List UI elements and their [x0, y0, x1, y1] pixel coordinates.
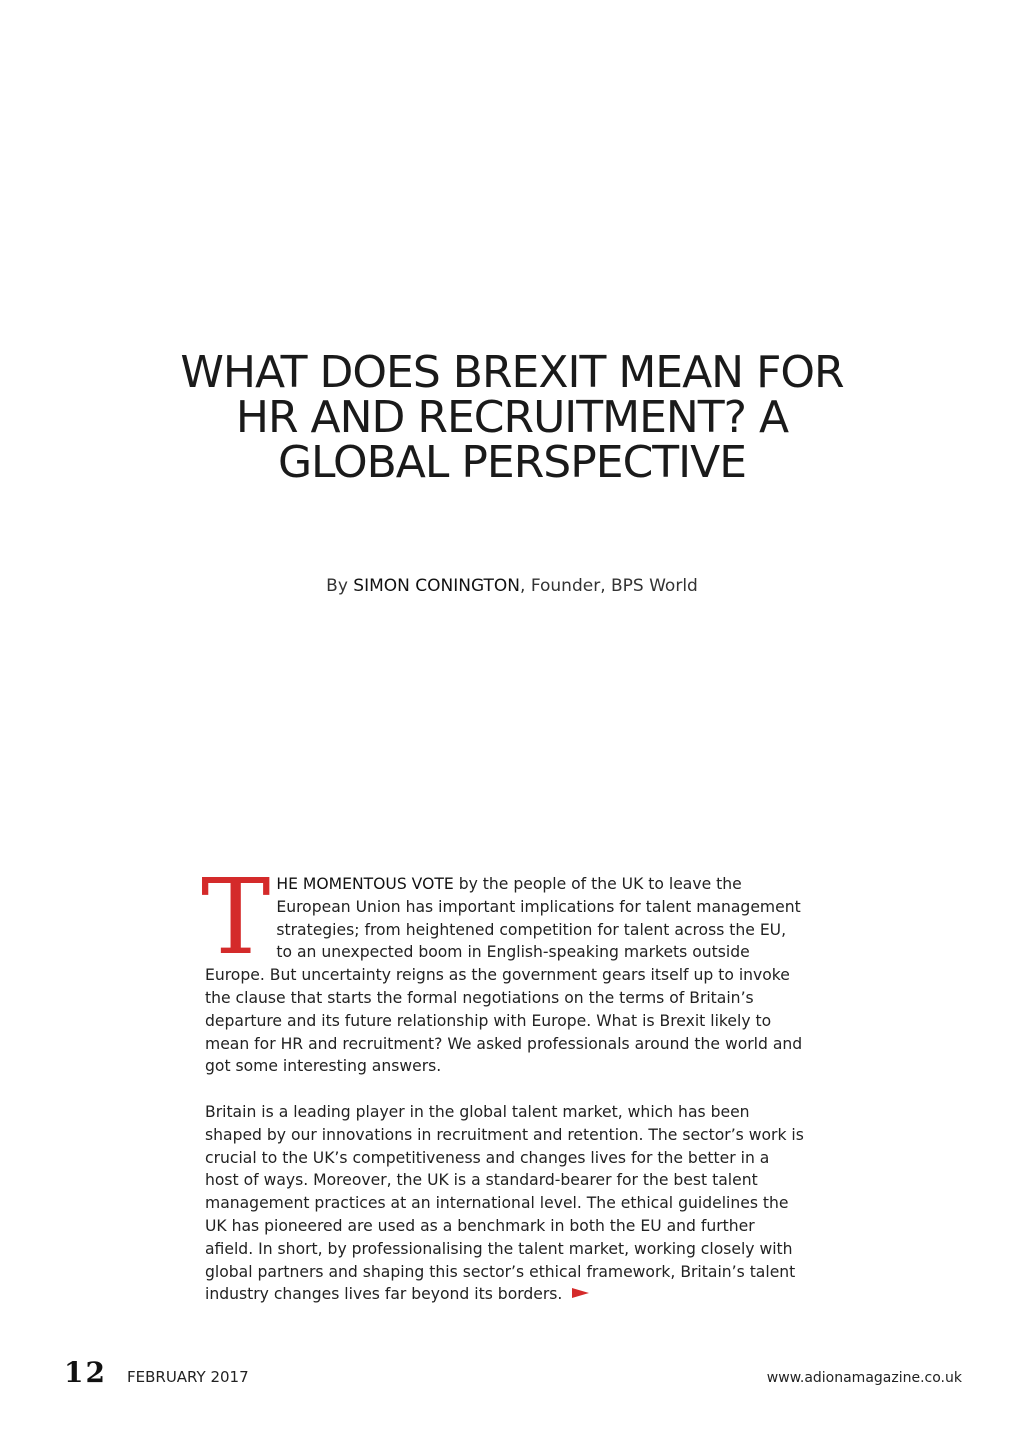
- article-paragraph-1: [201, 856, 805, 1078]
- page-number: 12: [64, 1356, 107, 1389]
- article-paragraph-2: [205, 1101, 805, 1306]
- article-body: [201, 856, 805, 1306]
- byline-prefix: By: [326, 576, 348, 596]
- article-headline: WHAT DOES BREXIT MEAN FOR HR AND RECRUITMENT? A GLOBAL PERSPECTIVE: [180, 347, 844, 488]
- drop-cap: T: [201, 856, 271, 978]
- website-url: www.adionamagazine.co.uk: [766, 1370, 962, 1386]
- lead-in: HE MOMENTOUS VOTE: [276, 875, 454, 893]
- issue-date: FEBRUARY 2017: [127, 1368, 249, 1386]
- byline-role: , Founder, BPS World: [520, 576, 698, 596]
- paragraph-2-text: Britain is a leading player in the global talent market, which has been shaped by our innovations in recruitment and retention. The sector’s work is crucial to the UK’s competitiveness and changes lives for the better in a host of ways. Moreover, the UK is a standard-bearer for the best talent management practices at an international level. The ethical guidelines the UK has pioneered are used as a benchmark in both the EU and further afield. In short, by professionalising the talent market, working closely with global partners and shaping this sector’s ethical framework, Britain’s talent industry changes lives far beyond its borders.: [205, 1102, 804, 1304]
- paragraph-1-text: by the people of the UK to leave the European Union has important implications for talent management strategies; from heightened competition for talent across the EU, to an unexpected boom in English-speaking markets outside Europe. But uncertainty reigns as the government gears itself up to invoke the clause that starts the formal negotiations on the terms of Britain’s departure and its future relationship with Europe. What is Brexit likely to mean for HR and recruitment? We asked professionals around the world and got some interesting answers.: [205, 875, 803, 1076]
- continue-arrow-icon: [572, 1288, 589, 1298]
- byline: [150, 574, 874, 598]
- byline-author: SIMON CONINGTON: [353, 576, 521, 596]
